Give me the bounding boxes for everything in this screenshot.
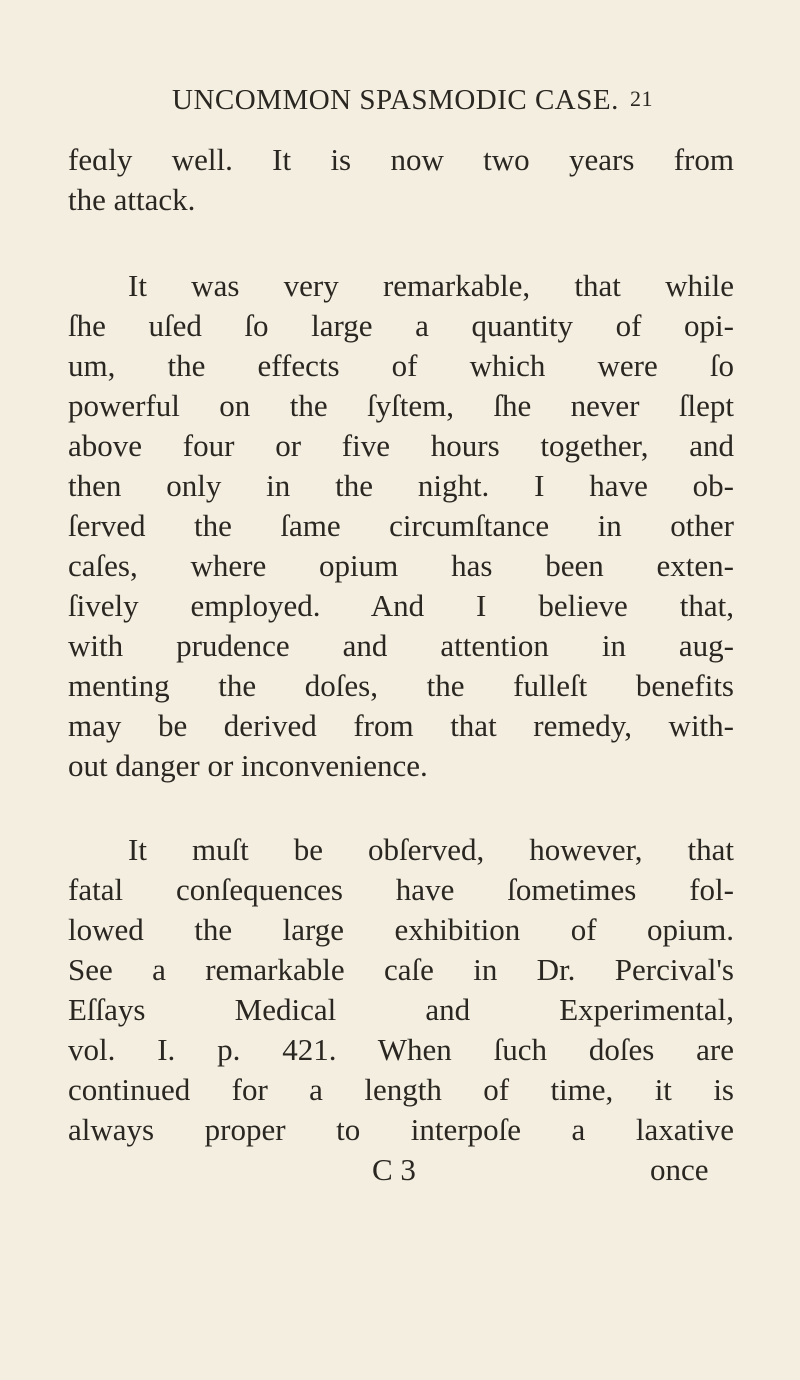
text-line: It muſt be obſerved, however, that: [128, 832, 734, 867]
text-line: fatal conſequences have ſometimes fol-: [68, 872, 734, 907]
text-line: ſively employed. And I believe that,: [68, 588, 734, 623]
text-line: ſhe uſed ſo large a quantity of opi-: [68, 308, 734, 343]
text-line: out danger or inconvenience.: [68, 748, 428, 783]
running-head-title: UNCOMMON SPASMODIC CASE.: [172, 84, 619, 116]
text-line: See a remarkable caſe in Dr. Percival's: [68, 952, 734, 987]
catchword: once: [650, 1152, 709, 1187]
text-line: um, the effects of which were ſo: [68, 348, 734, 383]
text-line: always proper to interpoſe a laxative: [68, 1112, 734, 1147]
text-line: ſerved the ſame circumſtance in other: [68, 508, 734, 543]
text-line: then only in the night. I have ob-: [68, 468, 734, 503]
text-line: the attack.: [68, 182, 196, 217]
text-line: above four or five hours together, and: [68, 428, 734, 463]
text-line: Eſſays Medical and Experimental,: [68, 992, 734, 1027]
text-line: caſes, where opium has been exten-: [68, 548, 734, 583]
text-line: feɑly well. It is now two years from: [68, 142, 734, 177]
text-line: may be derived from that remedy, with-: [68, 708, 734, 743]
text-line: menting the doſes, the fulleſt benefits: [68, 668, 734, 703]
page-number: 21: [630, 86, 653, 111]
text-line: lowed the large exhibition of opium.: [68, 912, 734, 947]
text-line: powerful on the ſyſtem, ſhe never ſlept: [68, 388, 734, 423]
text-line: continued for a length of time, it is: [68, 1072, 734, 1107]
text-line: with prudence and attention in aug-: [68, 628, 734, 663]
signature-mark: C 3: [372, 1152, 416, 1187]
text-line: It was very remarkable, that while: [128, 268, 734, 303]
text-line: vol. I. p. 421. When ſuch doſes are: [68, 1032, 734, 1067]
